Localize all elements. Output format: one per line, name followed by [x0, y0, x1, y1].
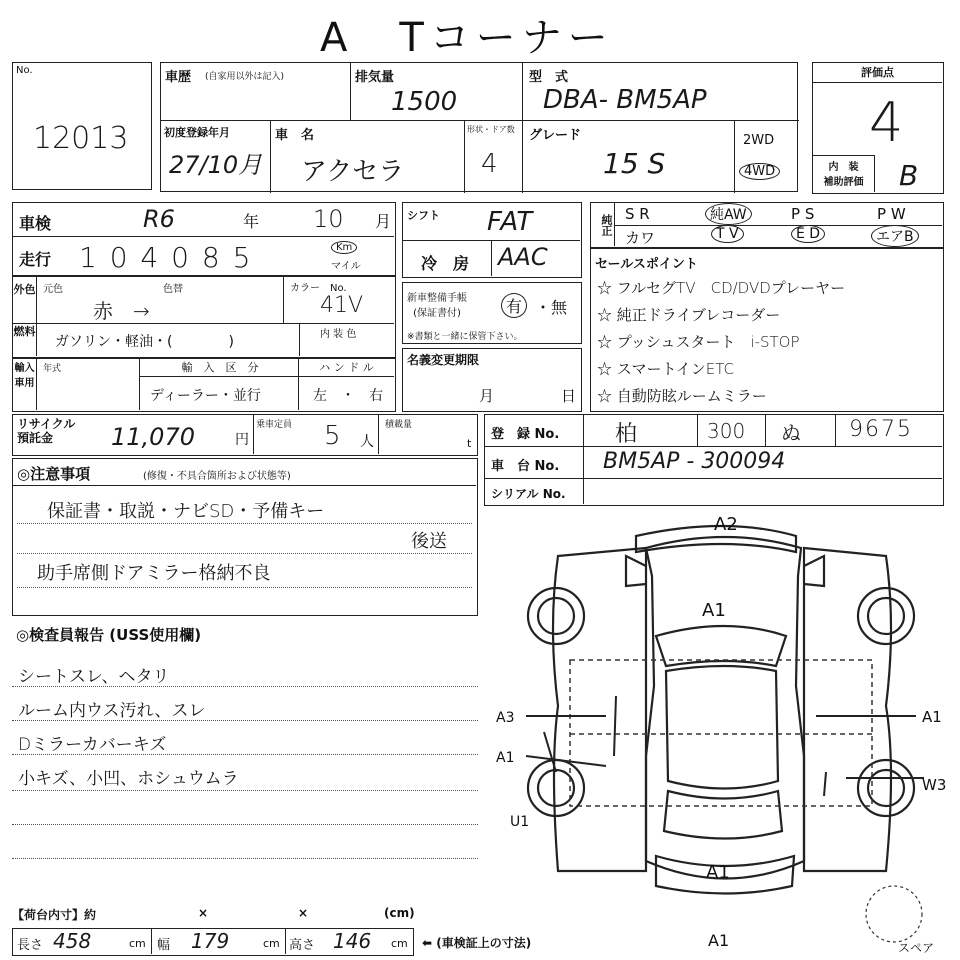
- color-orig-label: 元色: [43, 284, 63, 295]
- first-reg-cell: [161, 121, 271, 193]
- inspector-report: [12, 622, 482, 900]
- import-handle-value: 左 ・ 右: [313, 388, 383, 404]
- color-code-label: カラー No.: [290, 283, 347, 294]
- name-change-box: [402, 348, 582, 412]
- first-reg-label: 初度登録年月: [164, 126, 230, 139]
- equip-ed: E D: [791, 225, 825, 243]
- inspector-line: 小キズ、小凹、ホシュウムラ: [18, 769, 239, 789]
- name-change-month: 月: [479, 387, 495, 405]
- sales-points-box: [590, 248, 944, 412]
- import-label: 輸入車用: [13, 359, 37, 410]
- car-name-label: 車 名: [275, 128, 315, 143]
- inspection-month-unit: 月: [375, 212, 392, 231]
- aircon-value: AAC: [498, 243, 548, 271]
- displacement-cell: [351, 63, 523, 121]
- grade-label: グレード: [529, 128, 582, 143]
- serial-label: シリアル No.: [491, 487, 566, 501]
- equip-ps: P S: [791, 205, 815, 223]
- width-label: 幅: [157, 938, 171, 953]
- score-label: 評価点: [813, 63, 942, 83]
- doors-label: 形状・ドア数: [467, 125, 515, 134]
- score-value: 4: [869, 91, 904, 154]
- cargo-x1: ×: [198, 906, 209, 920]
- equip-sr: S R: [625, 205, 650, 223]
- damage-a3: A3: [496, 710, 515, 726]
- mileage-unit-mile: マイル: [331, 261, 361, 272]
- recycle-label: リサイクル 預託金: [17, 417, 76, 445]
- model-label: 型 式: [529, 70, 569, 85]
- interior-color-label: 内 装 色: [320, 329, 357, 340]
- damage-a1-hood: A1: [702, 600, 726, 621]
- aircon-label: 冷 房: [421, 254, 470, 273]
- inspection-year: R6: [143, 205, 175, 233]
- displacement-value: 1500: [391, 87, 458, 117]
- notes-box: [12, 458, 478, 616]
- capacity-label: 乗車定員: [256, 420, 293, 430]
- color-label: 外色: [13, 277, 37, 323]
- mileage-label: 走行: [19, 250, 52, 269]
- damage-u1: U1: [510, 814, 530, 830]
- vehicle-header: [160, 62, 798, 192]
- inspection-box: [12, 202, 396, 276]
- length-unit: cm: [129, 937, 146, 950]
- sales-item: ☆ 自動防眩ルームミラー: [597, 387, 767, 405]
- equip-label: 純正: [591, 203, 615, 246]
- page-title: A Tコーナー: [320, 15, 614, 61]
- registration-number: 9675: [849, 417, 913, 442]
- fuel-label: 燃料: [13, 323, 37, 356]
- notes-line-3: 助手席側ドアミラー格納不良: [37, 563, 271, 584]
- cargo-x2: ×: [298, 906, 309, 920]
- damage-a1-bumper: A1: [708, 931, 730, 950]
- car-name-value: アクセラ: [301, 157, 405, 187]
- name-change-day: 日: [561, 387, 577, 405]
- interior-score-label: 内 装 補助評価: [813, 155, 875, 192]
- inspection-month: 10: [313, 205, 344, 233]
- damage-a2: A2: [714, 514, 738, 535]
- inspector-line: シートスレ、ヘタリ: [18, 667, 170, 687]
- equip-tv: T V: [711, 225, 744, 243]
- interior-score-value: B: [899, 159, 919, 192]
- inspector-label: ◎検査員報告 (USS使用欄): [16, 626, 202, 644]
- displacement-label: 排気量: [355, 70, 395, 85]
- maint-no: ・無: [535, 298, 568, 317]
- notes-sub: (修復・不具合箇所および状態等): [143, 471, 291, 482]
- inspection-year-unit: 年: [243, 212, 260, 231]
- color-change-label: 色替: [163, 284, 183, 295]
- grade-value: 15 S: [603, 147, 666, 180]
- car-name-cell: [271, 121, 465, 193]
- history-label: 車歴: [165, 70, 192, 85]
- model-value: DBA- BM5AP: [543, 85, 707, 115]
- recycle-value: 11,070: [111, 423, 195, 451]
- registration-kana: ぬ: [781, 421, 801, 445]
- lot-box: [12, 62, 152, 190]
- fuel-value: ガソリン・軽油・( ): [55, 334, 234, 350]
- inspector-line: Dミラーカバーキズ: [18, 735, 167, 755]
- car-damage-diagram: [486, 506, 960, 956]
- inspector-line: ルーム内ウス汚れ、スレ: [18, 701, 206, 721]
- cargo-label: 【荷台内寸】約: [12, 908, 97, 922]
- score-box: [812, 62, 944, 194]
- import-year-label: 年式: [43, 364, 62, 374]
- shift-box: [402, 202, 582, 278]
- notes-line-2: 後送: [411, 531, 447, 552]
- chassis-value: BM5AP - 300094: [603, 449, 786, 474]
- color-box: [12, 276, 396, 358]
- registration-class: 300: [707, 419, 746, 443]
- capacity-value: 5: [324, 421, 341, 451]
- spare-label: スペア: [898, 941, 935, 955]
- inspection-label: 車検: [19, 214, 52, 233]
- sales-item: ☆ スマートインETC: [597, 360, 734, 378]
- length-value: 458: [53, 929, 92, 953]
- shift-value: FAT: [487, 207, 533, 237]
- equip-aw: 純AW: [705, 203, 752, 225]
- maint-label: 新車整備手帳 (保証書付): [407, 293, 467, 319]
- sales-item: ☆ 純正ドライブレコーダー: [597, 306, 781, 324]
- sales-list: [597, 275, 845, 410]
- height-unit: cm: [391, 937, 408, 950]
- height-label: 高さ: [289, 938, 316, 953]
- load-label: 積載量: [385, 420, 413, 430]
- drive-2wd: 2WD: [743, 133, 775, 148]
- import-div-value: ディーラー・並行: [150, 388, 261, 404]
- sales-item: ☆ フルセグTV CD/DVDプレーヤー: [597, 279, 846, 297]
- import-handle-label: ハ ン ド ル: [299, 359, 394, 377]
- damage-a1-right: A1: [922, 708, 942, 726]
- width-value: 179: [191, 929, 230, 953]
- mileage-value: 1 0 4 0 8 5: [79, 241, 253, 274]
- damage-w3: W3: [922, 776, 947, 794]
- width-unit: cm: [263, 937, 280, 950]
- length-label: 長さ: [17, 938, 44, 953]
- cargo-unit: (cm): [384, 906, 415, 920]
- notes-line-1: 保証書・取説・ナビSD・予備キー: [47, 501, 325, 522]
- registration-label: 登 録 No.: [491, 427, 560, 442]
- maint-note: ※書類と一緒に保管下さい。: [407, 332, 523, 342]
- damage-a1-left: A1: [496, 750, 515, 766]
- lot-number: 12013: [33, 121, 129, 156]
- drive-cell: [735, 121, 799, 193]
- doors-cell: [465, 121, 523, 193]
- equip-ab: エアB: [871, 225, 919, 247]
- registration-box: [484, 414, 944, 506]
- sales-label: セールスポイント: [595, 257, 698, 272]
- history-cell: [161, 63, 351, 121]
- recycle-box: [12, 414, 478, 456]
- maint-yes: 有: [501, 293, 527, 318]
- load-unit: t: [467, 437, 472, 450]
- color-code-value: 41V: [320, 293, 364, 318]
- shift-label: シフト: [407, 209, 440, 222]
- sales-item: ☆ プッシュスタート i-STOP: [597, 333, 800, 351]
- doors-value: 4: [481, 149, 498, 179]
- height-value: 146: [333, 929, 372, 953]
- capacity-unit: 人: [360, 434, 374, 450]
- drive-4wd: 4WD: [739, 163, 780, 180]
- maintenance-box: [402, 282, 582, 344]
- import-div-label: 輸 入 区 分: [140, 359, 300, 377]
- name-change-label: 名義変更期限: [407, 353, 480, 367]
- model-cell: [523, 63, 799, 121]
- dimensions-box: [12, 928, 414, 956]
- cargo-row: [12, 904, 422, 924]
- equip-kawa: カワ: [625, 229, 656, 247]
- import-box: [12, 358, 396, 412]
- registration-region: 柏: [615, 422, 638, 447]
- equipment-box: [590, 202, 944, 248]
- equip-pw: P W: [877, 205, 906, 223]
- color-orig-value: 赤 →: [93, 299, 150, 323]
- mileage-unit-km: Km: [331, 241, 357, 254]
- recycle-unit: 円: [235, 432, 249, 448]
- damage-a1-rear: A1: [706, 862, 730, 883]
- lot-no-label: No.: [16, 65, 33, 76]
- notes-label: ◎注意事項: [17, 465, 91, 483]
- first-reg-value: 27/10月: [169, 151, 263, 179]
- grade-cell: [523, 121, 735, 193]
- chassis-label: 車 台 No.: [491, 459, 560, 474]
- history-note: (自家用以外は記入): [205, 72, 285, 82]
- dims-note: ⬅ (車検証上の寸法): [422, 936, 532, 950]
